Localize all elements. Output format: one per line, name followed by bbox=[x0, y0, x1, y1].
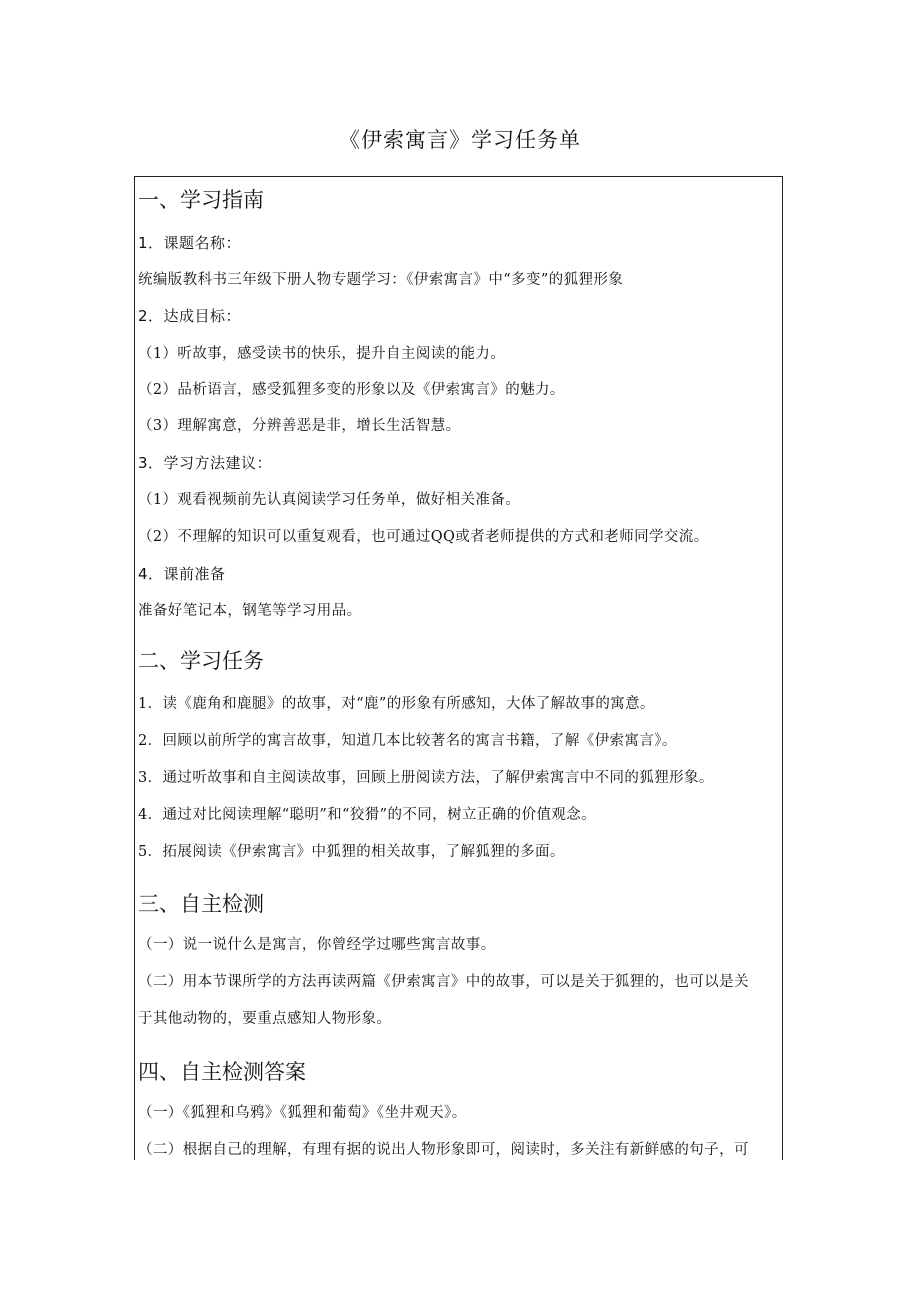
topic-text: 统编版教科书三年级下册人物专题学习：《伊索寓言》中“多变”的狐狸形象 bbox=[138, 272, 624, 288]
task-item: 5．拓展阅读《伊索寓言》中狐狸的相关故事，了解狐狸的多面。 bbox=[138, 844, 565, 860]
task-item: 4．通过对比阅读理解“聪明”和“狡猾”的不同，树立正确的价值观念。 bbox=[138, 807, 597, 823]
prep-text: 准备好笔记本，钢笔等学习用品。 bbox=[138, 603, 362, 619]
answer-item: （一）《狐狸和乌鸦》《狐狸和葡萄》《坐井观天》。 bbox=[138, 1105, 467, 1121]
goal-item: （1）听故事，感受读书的快乐，提升自主阅读的能力。 bbox=[138, 346, 506, 362]
document-title: 《伊索寓言》学习任务单 bbox=[339, 128, 581, 152]
check-item: （二）用本节课所学的方法再读两篇《伊索寓言》中的故事，可以是关于狐狸的，也可以是关 bbox=[138, 974, 749, 990]
prep-label: 4．课前准备 bbox=[138, 565, 226, 583]
check-item: （一）说一说什么是寓言，你曾经学过哪些寓言故事。 bbox=[138, 937, 496, 953]
method-item: （2）不理解的知识可以重复观看，也可通过QQ或者老师提供的方式和老师同学交流。 bbox=[138, 529, 709, 545]
goal-item: （3）理解寓意，分辨善恶是非，增长生活智慧。 bbox=[138, 418, 461, 434]
section-heading-tasks: 二、学习任务 bbox=[138, 649, 264, 673]
methods-label: 3．学习方法建议： bbox=[138, 454, 273, 472]
section-heading-check: 三、自主检测 bbox=[138, 892, 264, 916]
topic-label: 1．课题名称： bbox=[138, 234, 242, 252]
method-item: （1）观看视频前先认真阅读学习任务单，做好相关准备。 bbox=[138, 492, 521, 508]
task-item: 2．回顾以前所学的寓言故事，知道几本比较著名的寓言书籍，了解《伊索寓言》。 bbox=[138, 733, 677, 749]
answer-item: （二）根据自己的理解，有理有据的说出人物形象即可，阅读时，多关注有新鲜感的句子，可 bbox=[138, 1142, 749, 1158]
task-item: 1．读《鹿角和鹿腿》的故事，对“鹿”的形象有所感知，大体了解故事的寓意。 bbox=[138, 696, 655, 712]
goals-label: 2．达成目标： bbox=[138, 307, 242, 325]
section-heading-answers: 四、自主检测答案 bbox=[138, 1060, 306, 1084]
goal-item: （2）品析语言，感受狐狸多变的形象以及《伊索寓言》的魅力。 bbox=[138, 382, 565, 398]
check-item: 于其他动物的，要重点感知人物形象。 bbox=[138, 1011, 392, 1027]
task-item: 3．通过听故事和自主阅读故事，回顾上册阅读方法，了解伊索寓言中不同的狐狸形象。 bbox=[138, 770, 714, 786]
section-heading-guide: 一、学习指南 bbox=[138, 188, 264, 212]
